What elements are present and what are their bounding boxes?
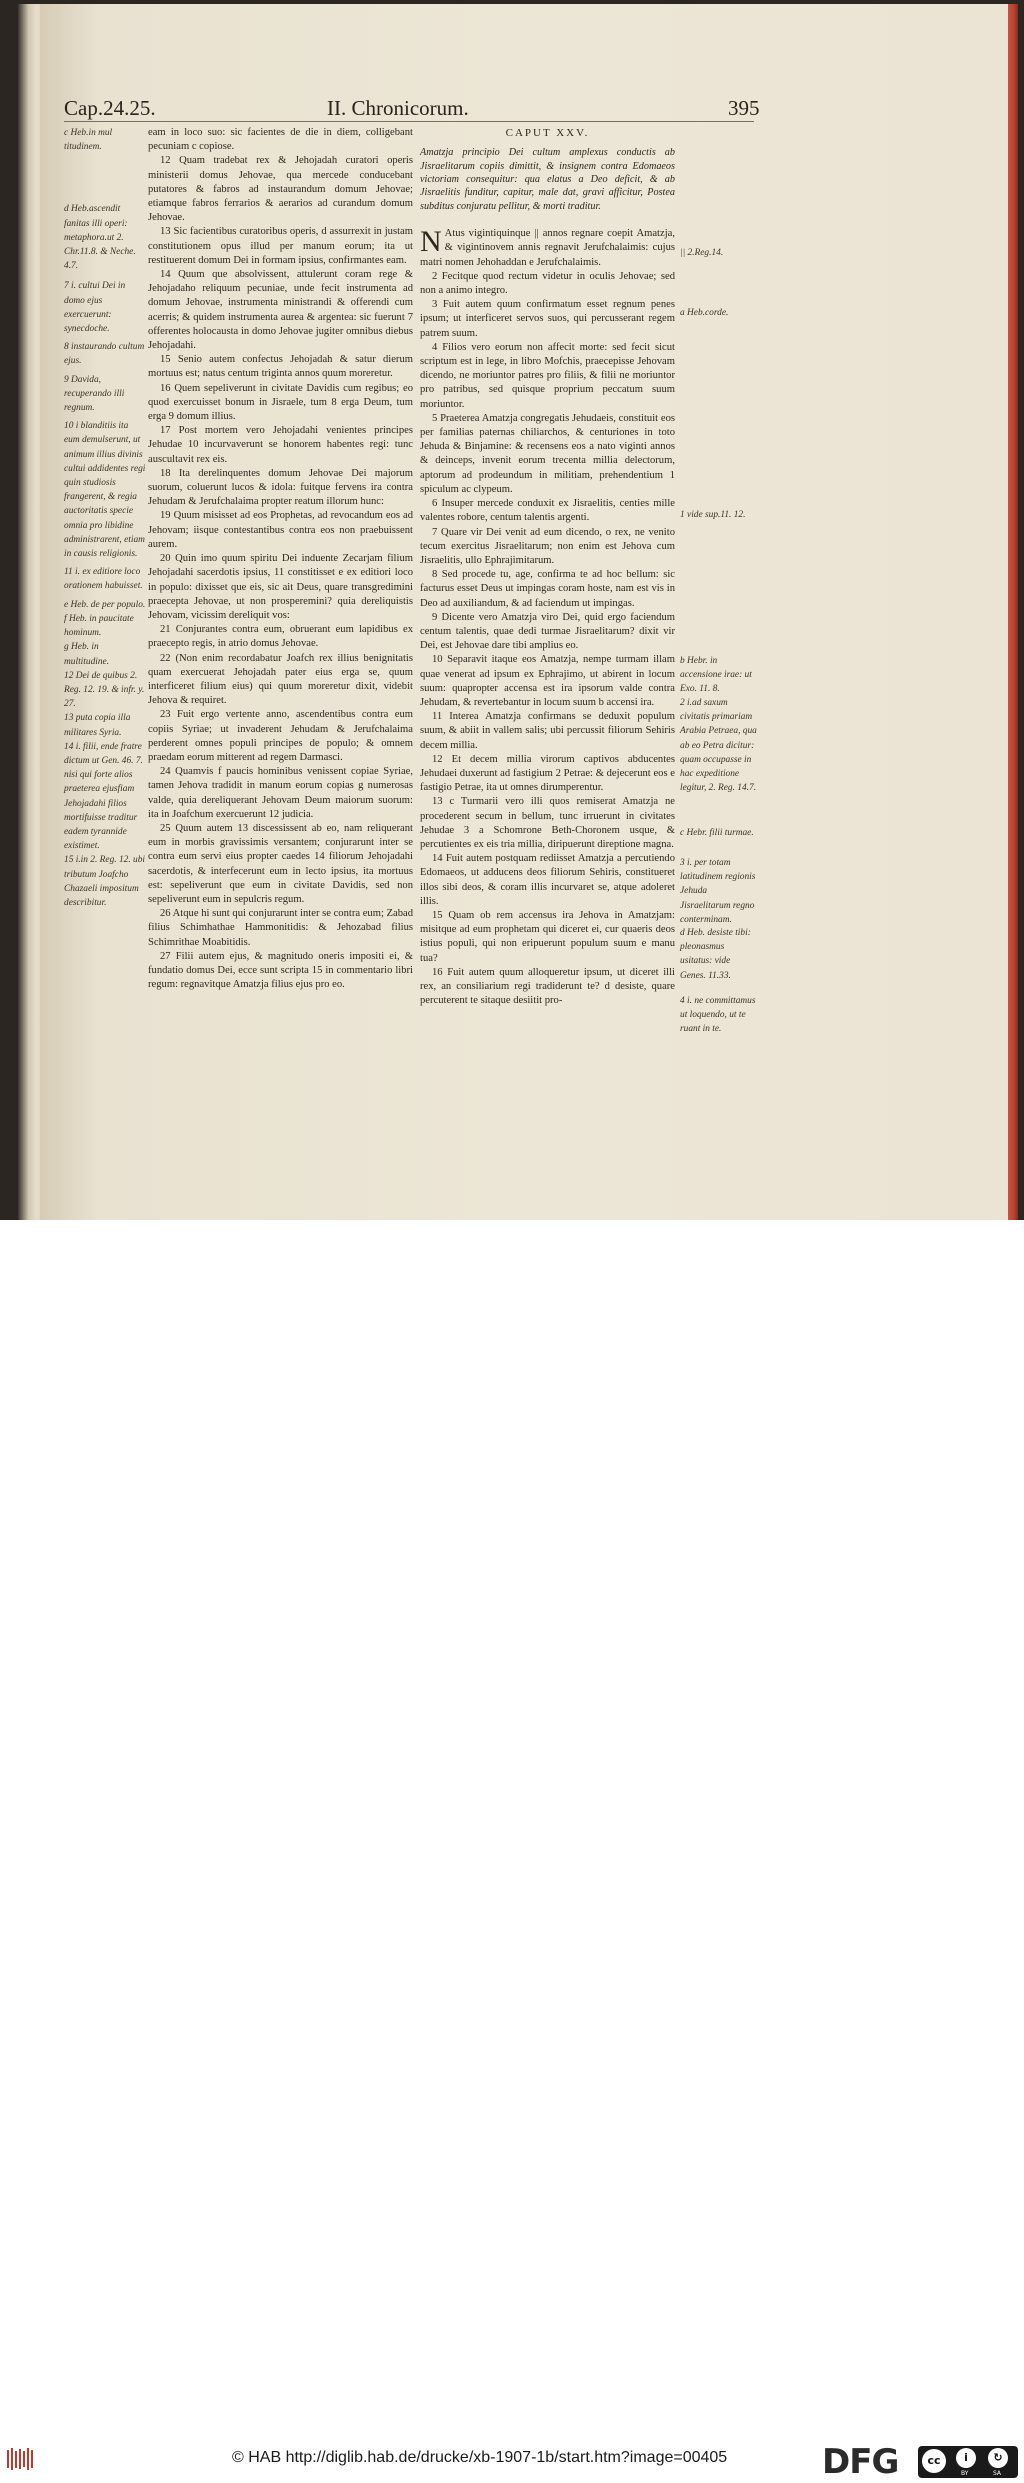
verse: 11 Interea Amatzja confirmans se deduxit populum suum, & abiit in vallem salis; ubi percussit filiorum Sehiris decem millia.: [420, 711, 675, 751]
margin-note: f Heb. in paucitate hominum.: [64, 613, 134, 639]
verse: 22 (Non enim recordabatur Joafch rex illius benignitatis quam exercuerat Jehojadah pater eius erga se, quum interficeret filium eius) qui quum moreretur dixit, videbit Jehova & requiret.: [148, 652, 413, 707]
verse: N Atus vigintiquinque || annos regnare coepit Amatzja, & vigintinovem annis regnavit Jerufchalaimis: cujus matri nomen Jehohaddan e Jerufchalaimis.: [420, 225, 675, 268]
book-title: II. Chronicorum.: [327, 96, 469, 120]
right-text-column: [420, 126, 675, 1008]
margin-note: 12 Dei de quibus 2. Reg. 12. 19. & infr. y. 27.: [64, 670, 145, 710]
verse: 16 Quem sepeliverunt in civitate Davidis cum regibus; eo quod exercuisset bonum in Jisraele, tum 8 erga Deum, tum erga 9 domum illius.: [148, 382, 413, 423]
margin-note: 11 i. ex editiore loco orationem habuisset.: [64, 567, 143, 592]
verse: 15 Quam ob rem accensus ira Jehova in Amatzjam: misitque ad eum prophetam qui diceret ei, cur quaeris deos istius populi, qui non eripuerunt populum suum e manu tua?: [420, 909, 675, 964]
margin-note: 15 i.in 2. Reg. 12. ubi tributum Joafcho Chazaeli impositum describitur.: [64, 855, 145, 908]
verse: 13 Sic facientibus curatoribus operis, d assurrexit in justam constitutionem opus illud per manum eorum; ita ut restituerent domum Dei in formam ipsius, confirmantes eam.: [148, 226, 413, 266]
verse: 19 Quum misisset ad eos Prophetas, ad revocandum eos ad Jehovam; iisque contestantibus contra eos non praebuissent aurem.: [148, 510, 413, 550]
verse: 8 Sed procede tu, age, confirma te ad hoc bellum: sic facturus esset Deus ut impingas coram hoste, nam est vis in Deo ad auxiliandum, & ad faciendum ut impingas.: [420, 569, 675, 609]
verse: 15 Senio autem confectus Jehojadah & satur dierum mortuus est; natus centum triginta annos quum moreretur.: [148, 354, 413, 380]
source-link[interactable]: © HAB http://diglib.hab.de/drucke/xb-1907-1b/start.htm?image=00405: [232, 2449, 728, 2466]
license-sa-label: SA: [993, 2470, 1002, 2477]
margin-note: 14 i. filii, ende fratre dictum ut Gen. 46. 7.: [64, 741, 143, 766]
margin-note: 2 i.ad saxum civitatis primariam Arabia Petraea, qua ab eo Petra dicitur: quam occupasse in hac expeditione legitur, 2. Reg. 14.7.: [680, 698, 757, 794]
margin-note: quin studiosis frangerent, & regia auctoritatis specie omnia pro libidine administrarent, etiam in causis religionis.: [64, 478, 145, 560]
page-number: 395: [728, 96, 760, 120]
share-alike-icon: ↻: [988, 2448, 1008, 2468]
margin-note: c Hebr. filii turmae.: [680, 828, 754, 838]
cc-license-badge[interactable]: [918, 2446, 1018, 2478]
margin-note: e Heb. de per populo.: [64, 599, 146, 610]
dfg-logo-text: DFG: [822, 2442, 899, 2478]
verse: 24 Quamvis f paucis hominibus venissent copiae Syriae, tamen Jehova tradidit in manum eorum copias g numerosas valde, quia dereliquerant Jehovam Deum maiorum suorum: ita in Joafchum exercuerunt 12 judicia.: [148, 766, 413, 820]
margin-note: 13 puta copia illa militares Syria.: [64, 713, 131, 738]
verse: 20 Quin imo quum spiritu Dei induente Zecarjam filium Jehojadahi sacerdotis ipsius, 11 constitisset e ex editiori loco in populo: dixisset que eis, sic ait Deus, quare transgredimini praecepta Jehovae, ut non prosperemini? quia dereliquistis Jehovam, vicissim dereliquit vos:: [148, 553, 413, 621]
verse: 23 Fuit ergo vertente anno, ascendentibus contra eum copiis Syriae; ut invaderent Jehudam & Jerufchalaima perderent omnes populi principes de populo; & omnem praedam eorum mitterent ad regem Darmasci.: [148, 709, 413, 763]
verse: 13 c Turmarii vero illi quos remiserat Amatzja ne procederent secum in bellum, tunc irruerunt in civitates Jehudae 3 a Schomrone Beth-Choronem usque, & percutientes ex eis tria millia, diripuerunt direptione magna.: [420, 796, 675, 850]
verse: 12 Quam tradebat rex & Jehojadah curatori operis ministerii domus Jehovae, qua mercede conducebant putatores & fabros ad instaurandum domum Jehovae; etiamque fabros ferrarios & aerarios ad curandum domum Jehovae.: [148, 155, 413, 224]
verse: 6 Insuper mercede conduxit ex Jisraelitis, centies mille valentes robore, centum talentis argenti.: [420, 498, 675, 524]
verse: 18 Ita derelinquentes domum Jehovae Dei majorum suorum, coluerunt lucos & idola: fuitque fervens ira contra Jehudam & Jerufchalaima propter reatum illorum hunc:: [148, 467, 413, 508]
margin-note: d Heb. desiste tibi: pleonasmus usitatus: vide Genes. 11.33.: [680, 928, 751, 981]
header-rule: [64, 121, 754, 122]
verse: 5 Praeterea Amatzja congregatis Jehudaeis, constituit eos per familias paternas chiliarchos, & centuriones in toto Jehuda & Binjamine: & recensens eos a nato viginti annos & deinceps, invenit eorum trecenta millia delectorum, aptorum ad prodeundum in militiam, prehendentium 1 spiculum ac clypeum.: [420, 412, 675, 495]
license-by-label: BY: [961, 2470, 969, 2477]
verse: 9 Dicente vero Amatzja viro Dei, quid ergo faciendum centum talentis, quae dedi turmae Jisraelitarum? dixit vir Dei, est Jehovae dare tibi amplius eo.: [420, 611, 675, 652]
verse: 12 Et decem millia virorum captivos abducentes Jehudaei duxerunt ad fastigium 2 Petrae: & dejecerunt eos e fastigio Petrae, ita ut omnes dirumperentur.: [420, 753, 675, 794]
verse: 10 Separavit itaque eos Amatzja, nempe turmam illam quae venerat ad ipsum ex Ephrajimo, ut abirent in locum suum: quapropter accensa est ira ipsorum valde contra Jehudam, & revertebantur in locum suum b accensi ira.: [420, 654, 675, 708]
left-margin-notes: [64, 126, 146, 910]
verse: 27 Filii autem ejus, & magnitudo oneris impositi ei, & fundatio domus Dei, ecce sunt scripta 15 in commentario libri regum: regnavitque Amatzja filius ejus pro eo.: [148, 950, 413, 991]
margin-note: b Hebr. in accensione irae: ut Exo. 11. 8.: [680, 656, 752, 695]
verse: 21 Conjurantes contra eum, obruerant eum lapidibus ex praecepto regis, in atrio domus Jehovae.: [148, 624, 413, 650]
verse: 4 Filios vero eorum non affecit morte: sed fecit sicut scriptum est in lege, in libro Mofchis, praecepisse Jehovam dicendo, ne moriuntor patres pro filiis, & filii ne moriuntor pro patribus, sed quisque proprium peccatum suum moriuntor.: [420, 341, 675, 410]
verse: 7 Quare vir Dei venit ad eum dicendo, o rex, ne venito tecum exercitus Jisraelitarum; non enim est Jehova cum Jisraelitis, ullo Ephrajimitarum.: [420, 526, 675, 566]
margin-note: c Heb.in mul titudinem.: [64, 128, 113, 153]
chapter-summary: Amatzja principio Dei cultum amplexus conductis ab Jisraelitarum copiis dimittit, & insignem contra Edomaeos victoriam consequitur: qua elatus a Deo deficit, & ab Jisraelitis funditur, capitur, male dat, gravi afficitur, Postea subditus conjuratu pellitur, & morti traditur.: [420, 147, 675, 212]
verse: 14 Quum que absolvissent, attulerunt coram rege & Jehojadaho reliquum pecuniae, unde fecit instrumenta ad domum Jehovae, instrumenta ministrandi & offerendi cum acerris; & quidem instrumenta aurea & argentea: sic fuerunt 7 offerentes holocausta in domo Jehovae jugiter omnibus diebus Jehojadahi.: [148, 269, 413, 352]
margin-note: d Heb.ascendit fanitas illi operi: metaphora.ut 2. Chr.11.8. & Neche. 4.7.: [64, 204, 136, 272]
verse: 2 Fecitque quod rectum videtur in oculis Jehovae; sed non a animo integro.: [420, 270, 675, 297]
margin-note: 1 vide sup.11. 12.: [680, 510, 746, 520]
margin-note: 8 instaurando cultum ejus.: [64, 342, 145, 367]
person-icon: i: [956, 2448, 976, 2468]
cc-icon: cc: [922, 2449, 946, 2473]
red-page-edge: [1008, 4, 1018, 1220]
left-text-column: [148, 126, 413, 992]
barcode-icon: [6, 2448, 36, 2470]
dfg-logo: [820, 2442, 914, 2478]
verse: eam in loco suo: sic facientes de die in diem, colligebant pecuniam c copiose.: [148, 127, 413, 153]
verse: 16 Fuit autem quum alloqueretur ipsum, ut diceret illi rex, an consiliarium regi tradiderunt te? d desiste, quare percuterent te sitaque desiitit pro-: [420, 966, 675, 1007]
verse: 17 Post mortem vero Jehojadahi venientes principes Jehudae 10 incurvaverunt se honorem habentes regi: tunc auscultavit rex eis.: [148, 425, 413, 465]
chapter-heading: CAPUT XXV.: [505, 127, 590, 139]
margin-note: 3 i. per totam latitudinem regionis Jehuda Jisraelitarum regno conterminam.: [680, 858, 756, 925]
margin-note: nisi qui forte alios praeterea ejusfiam Jehojadahi filios mortifuisse traditur eadem tyrannide existimet.: [64, 770, 138, 852]
margin-note: || 2.Reg.14.: [680, 248, 724, 258]
margin-note: a Heb.corde.: [680, 308, 729, 318]
verse: 26 Atque hi sunt qui conjurarunt inter se contra eum; Zabad filius Schimhathae Hammonitidis: & Jehozabad filius Schimrithae Moabitidis.: [148, 908, 414, 948]
margin-note: 10 i blanditiis ita eum demulserunt, ut animum illius divinis cultui addidentes regi: [64, 421, 146, 474]
scan-area: [0, 0, 1024, 1220]
margin-note: 7 i. cultui Dei in domo ejus exercuerunt: synecdoche.: [64, 281, 126, 335]
drop-cap: N: [420, 225, 442, 259]
chapter-header: Cap.24.25.: [64, 96, 156, 120]
verse: 25 Quum autem 13 discessissent ab eo, nam reliquerant eum in morbis gravissimis versantem; conjurarunt inter se contra eum servi eius propter caedes 14 filiorum Jehojadahi sacerdotis, & interfecerunt eum in lecto ipsius, ita mortuus est: sepeliverunt que eum in civitate Davidis, sed non sepeliverunt eum in sepulcris regum.: [148, 822, 413, 905]
verse: 14 Fuit autem postquam rediisset Amatzja a percutiendo Edomaeos, ut adducens deos filiorum Sehiris, constitueret illos sibi deos, & coram illis incurvaret se, atque adoleret illis.: [420, 853, 675, 907]
margin-note: 9 Davida, recuperando illi regnum.: [64, 374, 125, 414]
viewer-footer: [0, 1220, 1024, 2478]
margin-note: g Heb. in multitudine.: [64, 642, 110, 667]
margin-note: 4 i. ne committamus ut loquendo, ut te ruant in te.: [680, 996, 756, 1035]
verse: 3 Fuit autem quum confirmatum esset regnum penes ipsum; ut interficeret servos suos, qui percusserant regem patrem suum.: [420, 299, 675, 339]
